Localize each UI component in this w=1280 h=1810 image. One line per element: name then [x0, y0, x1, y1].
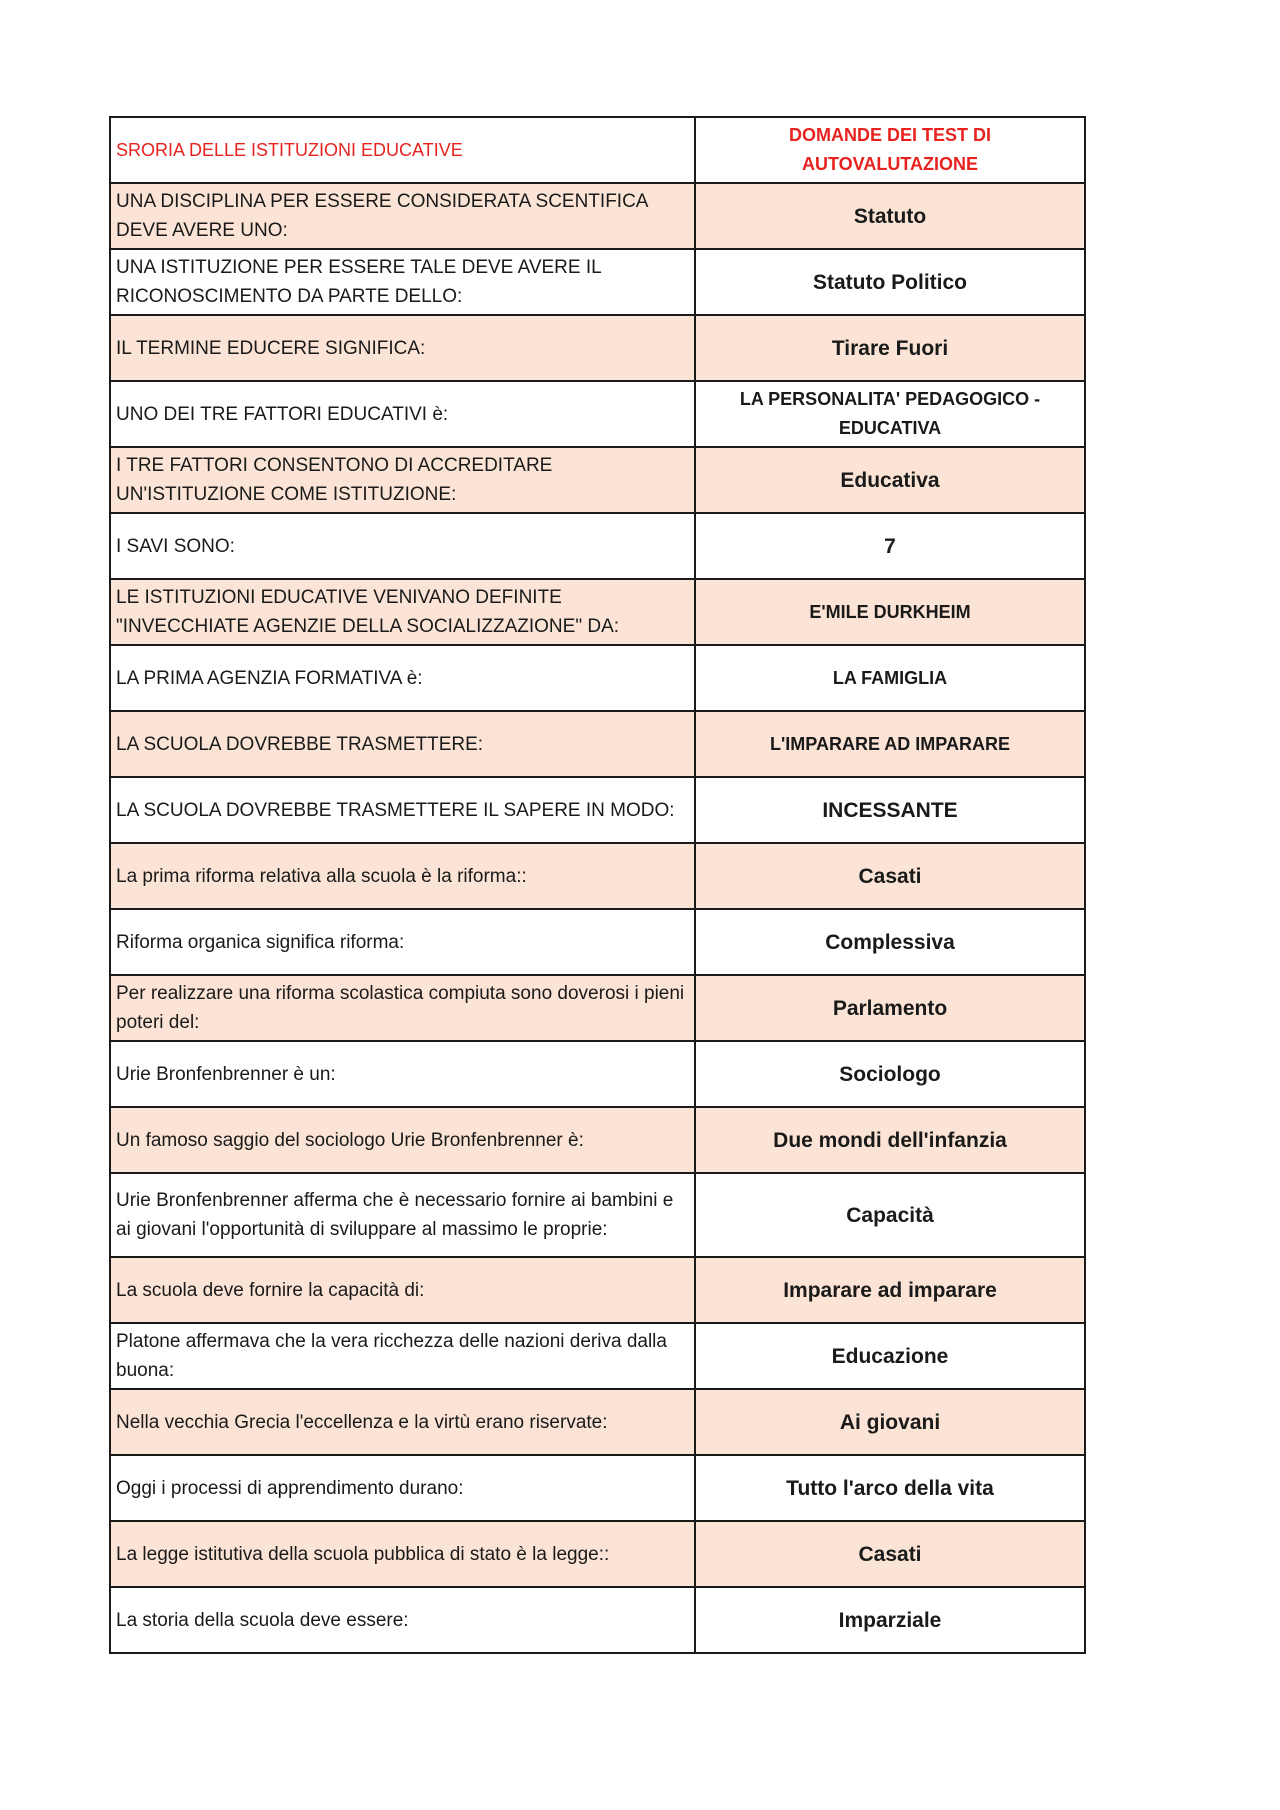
table-row — [110, 1323, 1085, 1389]
question-cell: LA SCUOLA DOVREBBE TRASMETTERE: — [110, 711, 695, 777]
question-cell: Urie Bronfenbrenner afferma che è necessario fornire ai bambini e ai giovani l'opportunità di sviluppare al massimo le proprie: — [110, 1173, 695, 1257]
table-row — [110, 315, 1085, 381]
question-cell: La scuola deve fornire la capacità di: — [110, 1257, 695, 1323]
answer-cell: Casati — [695, 1521, 1085, 1587]
answer-cell: Sociologo — [695, 1041, 1085, 1107]
table-row — [110, 1455, 1085, 1521]
answer-cell: Tirare Fuori — [695, 315, 1085, 381]
table-header-row — [110, 117, 1085, 183]
question-cell: Platone affermava che la vera ricchezza delle nazioni deriva dalla buona: — [110, 1323, 695, 1389]
question-cell: IL TERMINE EDUCERE SIGNIFICA: — [110, 315, 695, 381]
question-cell: Per realizzare una riforma scolastica compiuta sono doverosi i pieni poteri del: — [110, 975, 695, 1041]
table-row — [110, 1587, 1085, 1653]
question-cell: La storia della scuola deve essere: — [110, 1587, 695, 1653]
answer-cell: Parlamento — [695, 975, 1085, 1041]
answer-cell: Educativa — [695, 447, 1085, 513]
question-cell: UNO DEI TRE FATTORI EDUCATIVI è: — [110, 381, 695, 447]
answer-cell: LA PERSONALITA' PEDAGOGICO - EDUCATIVA — [695, 381, 1085, 447]
answer-cell: Ai giovani — [695, 1389, 1085, 1455]
answer-cell: 7 — [695, 513, 1085, 579]
answer-cell: Due mondi dell'infanzia — [695, 1107, 1085, 1173]
question-cell: Urie Bronfenbrenner è un: — [110, 1041, 695, 1107]
answer-cell: LA FAMIGLIA — [695, 645, 1085, 711]
table-row — [110, 579, 1085, 645]
table-row — [110, 447, 1085, 513]
answers-column-title: DOMANDE DEI TEST DI AUTOVALUTAZIONE — [695, 117, 1085, 183]
table-row — [110, 909, 1085, 975]
table-row — [110, 1107, 1085, 1173]
question-cell: La legge istitutiva della scuola pubblica di stato è la legge:: — [110, 1521, 695, 1587]
quiz-table — [109, 116, 1086, 1654]
table-row — [110, 975, 1085, 1041]
answer-cell: Casati — [695, 843, 1085, 909]
table-row — [110, 645, 1085, 711]
table-row — [110, 513, 1085, 579]
question-cell: LE ISTITUZIONI EDUCATIVE VENIVANO DEFINITE "INVECCHIATE AGENZIE DELLA SOCIALIZZAZIONE" DA: — [110, 579, 695, 645]
table-row — [110, 1041, 1085, 1107]
table-row — [110, 1257, 1085, 1323]
table-row — [110, 381, 1085, 447]
answer-cell: E'MILE DURKHEIM — [695, 579, 1085, 645]
question-cell: Un famoso saggio del sociologo Urie Bronfenbrenner è: — [110, 1107, 695, 1173]
question-cell: I SAVI SONO: — [110, 513, 695, 579]
answer-cell: Statuto — [695, 183, 1085, 249]
table-row — [110, 249, 1085, 315]
answer-cell: Statuto Politico — [695, 249, 1085, 315]
question-cell: I TRE FATTORI CONSENTONO DI ACCREDITARE UN'ISTITUZIONE COME ISTITUZIONE: — [110, 447, 695, 513]
answer-cell: Tutto l'arco della vita — [695, 1455, 1085, 1521]
question-cell: Riforma organica significa riforma: — [110, 909, 695, 975]
answer-cell: Complessiva — [695, 909, 1085, 975]
answer-cell: L'IMPARARE AD IMPARARE — [695, 711, 1085, 777]
question-cell: UNA ISTITUZIONE PER ESSERE TALE DEVE AVERE IL RICONOSCIMENTO DA PARTE DELLO: — [110, 249, 695, 315]
answer-cell: Imparare ad imparare — [695, 1257, 1085, 1323]
answer-cell: Educazione — [695, 1323, 1085, 1389]
table-row — [110, 1521, 1085, 1587]
question-cell: LA SCUOLA DOVREBBE TRASMETTERE IL SAPERE IN MODO: — [110, 777, 695, 843]
question-cell: Nella vecchia Grecia l'eccellenza e la virtù erano riservate: — [110, 1389, 695, 1455]
question-cell: UNA DISCIPLINA PER ESSERE CONSIDERATA SCENTIFICA DEVE AVERE UNO: — [110, 183, 695, 249]
question-cell: La prima riforma relativa alla scuola è la riforma:: — [110, 843, 695, 909]
question-cell: Oggi i processi di apprendimento durano: — [110, 1455, 695, 1521]
table-row — [110, 183, 1085, 249]
table-row — [110, 1173, 1085, 1257]
table-row — [110, 1389, 1085, 1455]
table-row — [110, 711, 1085, 777]
question-cell: LA PRIMA AGENZIA FORMATIVA è: — [110, 645, 695, 711]
subject-title: SRORIA DELLE ISTITUZIONI EDUCATIVE — [110, 117, 695, 183]
table-row — [110, 843, 1085, 909]
table-row — [110, 777, 1085, 843]
answer-cell: Imparziale — [695, 1587, 1085, 1653]
answer-cell: INCESSANTE — [695, 777, 1085, 843]
answer-cell: Capacità — [695, 1173, 1085, 1257]
